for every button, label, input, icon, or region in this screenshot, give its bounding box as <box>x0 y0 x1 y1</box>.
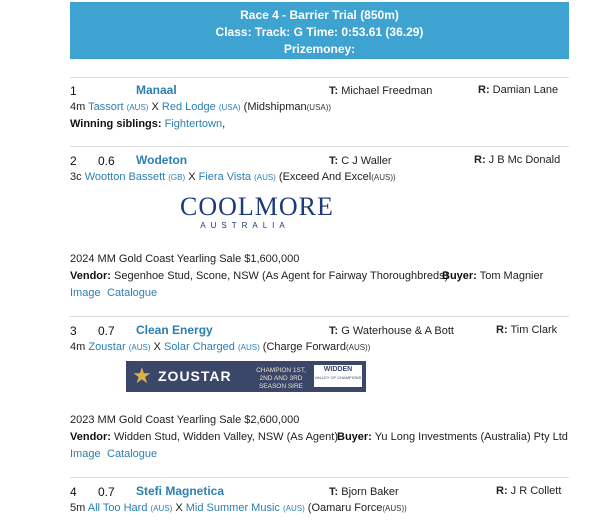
pedigree <box>70 171 396 183</box>
horse-name-link[interactable]: Clean Energy <box>136 323 213 337</box>
dam-link[interactable]: Red Lodge <box>161 101 216 113</box>
widden-logo-sub: VALLEY OF CHAMPIONS <box>314 375 362 380</box>
rider-label: R: <box>496 324 508 336</box>
dam-link[interactable]: Mid Summer Music <box>185 502 280 514</box>
pedigree <box>70 101 331 113</box>
margin: 0.7 <box>98 324 115 338</box>
trainer-name: Bjorn Baker <box>341 486 399 498</box>
buyer-label: Buyer: <box>442 270 477 282</box>
horse-name-link[interactable]: Wodeton <box>136 153 188 167</box>
cross-mark: X <box>151 101 159 113</box>
race-header <box>70 2 569 59</box>
damsire: (Midshipman <box>243 101 307 113</box>
cross-mark: X <box>188 171 196 183</box>
vendor-label: Vendor: <box>70 431 111 443</box>
pedigree <box>70 502 407 514</box>
divider <box>70 316 569 317</box>
dam-link[interactable]: Fiera Vista <box>198 171 251 183</box>
dam-country: (USA) <box>218 103 241 112</box>
vendor-label: Vendor: <box>70 270 111 282</box>
age-sex: 4m <box>70 101 86 113</box>
banner-tagline: CHAMPION 1ST, 2ND AND 3RD SEASON SIRE <box>256 367 306 390</box>
winning-siblings <box>70 118 225 130</box>
dam-country: (AUS) <box>254 173 276 182</box>
star-icon: ★ <box>132 363 152 388</box>
rider-name: Damian Lane <box>492 84 559 96</box>
trainer <box>329 325 454 337</box>
margin: 0.6 <box>98 154 115 168</box>
sire-link[interactable]: All Too Hard <box>87 502 148 514</box>
sire-link[interactable]: Tassort <box>88 101 124 113</box>
sire-country: (AUS) <box>128 343 151 352</box>
rider <box>496 324 557 336</box>
buyer-name: Tom Magnier <box>479 270 544 282</box>
place-number: 3 <box>70 324 77 338</box>
divider <box>70 77 569 78</box>
horse-name-link[interactable]: Stefi Magnetica <box>136 484 225 498</box>
trainer <box>329 85 432 97</box>
damsire-country: (AUS)) <box>382 504 407 513</box>
dam-link[interactable]: Solar Charged <box>163 341 235 353</box>
trainer <box>329 486 399 498</box>
zoustar-banner[interactable] <box>126 361 366 392</box>
cross-mark: X <box>175 502 183 514</box>
buyer-label: Buyer: <box>337 431 372 443</box>
trainer-name: G Waterhouse & A Bott <box>341 325 454 337</box>
sire-country: (GB) <box>168 173 186 182</box>
trainer-name: Michael Freedman <box>341 85 433 97</box>
widden-logo-name: WIDDEN <box>323 366 353 373</box>
place-number: 1 <box>70 84 77 98</box>
damsire-country: (USA)) <box>306 103 332 112</box>
buyer <box>442 270 543 282</box>
trainer-label: T: <box>329 85 339 97</box>
place-number: 4 <box>70 485 77 499</box>
siblings-label: Winning siblings: <box>70 118 162 130</box>
rider <box>496 485 561 497</box>
age-sex: 3c <box>70 171 82 183</box>
coolmore-logo-name: COOLMORE <box>180 192 334 221</box>
buyer-name: Yu Long Investments (Australia) Pty Ltd <box>374 431 568 443</box>
pedigree <box>70 341 370 353</box>
trainer <box>329 155 392 167</box>
trainer-label: T: <box>329 325 339 337</box>
race-prizemoney: Prizemoney: <box>283 42 356 56</box>
sire-country: (AUS) <box>126 103 149 112</box>
trainer-label: T: <box>329 155 339 167</box>
sibling-link[interactable]: Fightertown <box>164 118 223 130</box>
sibling-suffix: , <box>222 118 226 130</box>
sire-link[interactable]: Zoustar <box>88 341 126 353</box>
cross-mark: X <box>153 341 161 353</box>
rider-name: Tim Clark <box>510 324 558 336</box>
dam-country: (AUS) <box>237 343 260 352</box>
rider-label: R: <box>478 84 490 96</box>
age-sex: 5m <box>70 502 86 514</box>
coolmore-logo[interactable] <box>180 192 334 234</box>
divider <box>70 146 569 147</box>
rider-name: J B Mc Donald <box>488 154 561 166</box>
trainer-name: C J Waller <box>341 155 392 167</box>
rider-label: R: <box>496 485 508 497</box>
sire-link[interactable]: Wootton Bassett <box>84 171 166 183</box>
rider <box>478 84 558 96</box>
rider <box>474 154 560 166</box>
sire-country: (AUS) <box>150 504 173 513</box>
image-link[interactable]: Image <box>70 448 101 460</box>
race-class-time: Class: Track: G Time: 0:53.61 (36.29) <box>215 25 424 39</box>
age-sex: 4m <box>70 341 86 353</box>
damsire: (Oamaru Force <box>307 502 383 514</box>
place-number: 2 <box>70 154 77 168</box>
vendor-buyer <box>70 270 448 282</box>
catalogue-link[interactable]: Catalogue <box>107 448 158 460</box>
horse-name-link[interactable]: Manaal <box>136 83 177 97</box>
damsire-country: (AUS)) <box>345 343 371 352</box>
damsire: (Exceed And Excel <box>278 171 372 183</box>
catalogue-link[interactable]: Catalogue <box>107 287 158 299</box>
vendor-name: Segenhoe Stud, Scone, NSW (As Agent for Fairway Thoroughbreds) <box>114 270 449 282</box>
coolmore-logo-sub: AUSTRALIA <box>200 221 290 230</box>
rider-label: R: <box>474 154 486 166</box>
buyer <box>337 431 568 443</box>
divider <box>70 477 569 478</box>
dam-country: (AUS) <box>282 504 305 513</box>
sale-info: 2024 MM Gold Coast Yearling Sale $1,600,000 <box>70 253 300 265</box>
banner-name: ZOUSTAR <box>158 368 232 384</box>
image-link[interactable]: Image <box>70 287 101 299</box>
damsire: (Charge Forward <box>262 341 346 353</box>
race-title: Race 4 - Barrier Trial (850m) <box>240 8 399 22</box>
sale-info: 2023 MM Gold Coast Yearling Sale $2,600,000 <box>70 414 300 426</box>
widden-logo <box>314 365 362 387</box>
trainer-label: T: <box>329 486 339 498</box>
damsire-country: (AUS)) <box>371 173 396 182</box>
vendor-name: Widden Stud, Widden Valley, NSW (As Agent) <box>114 431 338 443</box>
rider-name: J R Collett <box>510 485 562 497</box>
vendor <box>70 431 338 443</box>
margin: 0.7 <box>98 485 115 499</box>
